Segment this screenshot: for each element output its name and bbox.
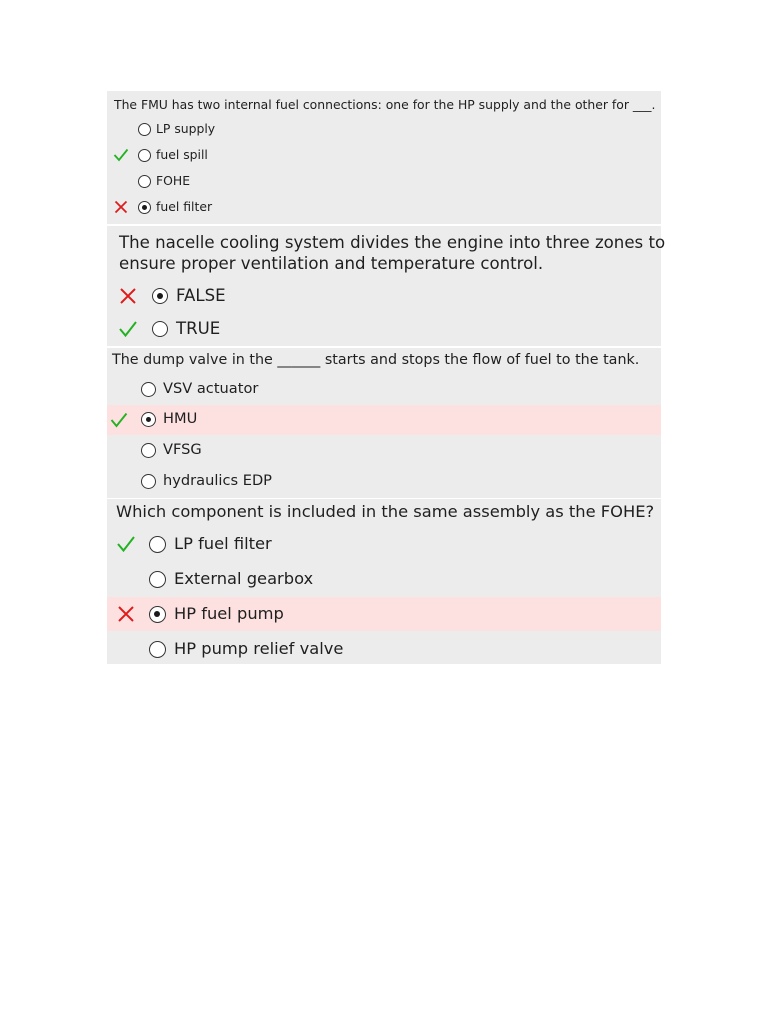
check-icon (113, 148, 129, 162)
radio-button-selected[interactable] (138, 201, 151, 214)
option-label: TRUE (176, 319, 221, 338)
question-4-option-2[interactable] (107, 562, 661, 596)
option-label: FOHE (156, 173, 191, 188)
question-2-text-line-1: The nacelle cooling system divides the engine into three zones to (119, 233, 666, 252)
radio-button[interactable] (149, 571, 166, 588)
option-label: LP supply (156, 121, 216, 136)
question-2-text-line-2: ensure proper ventilation and temperature control. (119, 254, 544, 273)
question-3-option-2[interactable] (107, 405, 661, 435)
question-4-option-4[interactable] (107, 632, 661, 664)
option-label: VSV actuator (163, 380, 259, 397)
radio-button[interactable] (152, 321, 168, 337)
option-label: HMU (163, 410, 198, 427)
question-4-text: Which component is included in the same assembly as the FOHE? (116, 502, 655, 521)
question-4-option-1[interactable] (107, 527, 661, 561)
question-2 (107, 226, 666, 346)
option-label: FALSE (176, 286, 226, 305)
radio-button[interactable] (138, 149, 151, 162)
option-label: VFSG (163, 441, 202, 458)
question-3-option-3[interactable] (107, 436, 661, 466)
question-2-option-1[interactable] (107, 280, 661, 312)
option-label: hydraulics EDP (163, 472, 272, 489)
question-3 (107, 348, 661, 498)
option-label: LP fuel filter (174, 534, 272, 553)
radio-button-selected[interactable] (149, 606, 166, 623)
radio-button[interactable] (138, 123, 151, 136)
radio-button[interactable] (138, 175, 151, 188)
question-3-option-1[interactable] (107, 375, 661, 405)
option-label: HP fuel pump (174, 604, 284, 623)
question-1-option-1[interactable] (107, 117, 661, 143)
question-3-text: The dump valve in the ______ starts and stops the flow of fuel to the tank. (112, 352, 640, 368)
question-1-option-2[interactable] (107, 143, 661, 169)
question-4-option-3[interactable] (107, 597, 661, 631)
radio-button[interactable] (149, 641, 166, 658)
radio-button-selected[interactable] (141, 412, 156, 427)
radio-button-selected[interactable] (152, 288, 168, 304)
cross-icon (119, 287, 137, 305)
check-icon (110, 412, 128, 428)
radio-button[interactable] (141, 382, 156, 397)
radio-button[interactable] (149, 536, 166, 553)
question-1-text: The FMU has two internal fuel connections: one for the HP supply and the other for ___. (114, 97, 656, 112)
radio-button[interactable] (141, 443, 156, 458)
check-icon (116, 535, 136, 553)
question-1-option-4[interactable] (107, 195, 661, 221)
option-label: fuel spill (156, 147, 208, 162)
option-label: External gearbox (174, 569, 314, 588)
radio-button[interactable] (141, 474, 156, 489)
option-label: fuel filter (156, 199, 213, 214)
question-4 (107, 499, 661, 664)
question-3-option-4[interactable] (107, 467, 661, 497)
cross-icon (117, 605, 135, 623)
question-1-option-3[interactable] (107, 169, 661, 195)
cross-icon (114, 200, 128, 214)
check-icon (118, 320, 138, 338)
option-label: HP pump relief valve (174, 639, 344, 658)
question-2-option-2[interactable] (107, 313, 661, 345)
question-1 (107, 91, 661, 224)
